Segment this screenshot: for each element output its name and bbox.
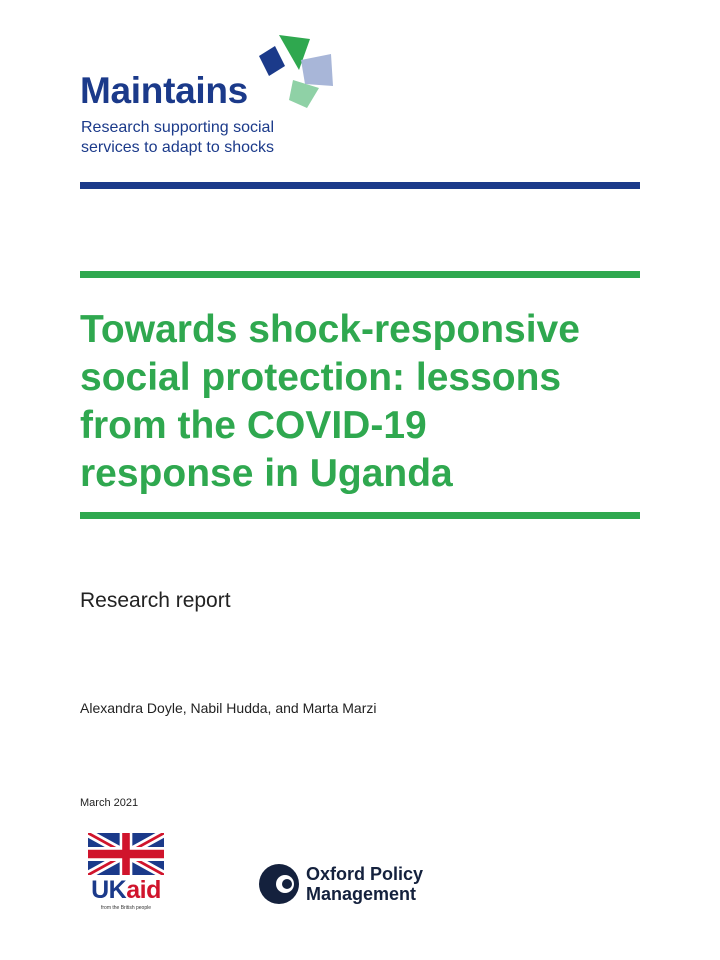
- title-divider-top: [80, 271, 640, 278]
- union-flag-icon: [88, 833, 164, 875]
- report-type: Research report: [80, 589, 231, 612]
- header-divider: [80, 182, 640, 189]
- ukaid-wordmark: [86, 875, 166, 905]
- title-line: response in Uganda: [80, 452, 453, 495]
- maintains-tagline: [81, 118, 341, 158]
- maintains-logo-wordmark: Maintains: [80, 70, 248, 111]
- opm-logo-mark-icon: [258, 863, 300, 905]
- opm-wordmark: [306, 864, 423, 904]
- title-line: Towards shock-responsive: [80, 308, 580, 351]
- tagline-line: services to adapt to shocks: [81, 139, 274, 156]
- tagline-line: Research supporting social: [81, 119, 274, 136]
- maintains-logo-mark-icon: [255, 30, 337, 112]
- ukaid-subline: from the British people: [100, 905, 152, 911]
- authors: Alexandra Doyle, Nabil Hudda, and Marta Marzi: [80, 700, 377, 716]
- publication-date: March 2021: [80, 797, 139, 809]
- title-line: from the COVID-19: [80, 404, 427, 447]
- ukaid-logo: [86, 833, 166, 913]
- title-line: social protection: lessons: [80, 356, 562, 399]
- opm-line: Oxford Policy: [306, 864, 424, 884]
- ukaid-uk-text: UK: [91, 876, 127, 904]
- ukaid-aid-text: aid: [126, 876, 161, 904]
- opm-line: Management: [306, 884, 417, 904]
- title-divider-bottom: [80, 512, 640, 519]
- report-title: [80, 306, 655, 498]
